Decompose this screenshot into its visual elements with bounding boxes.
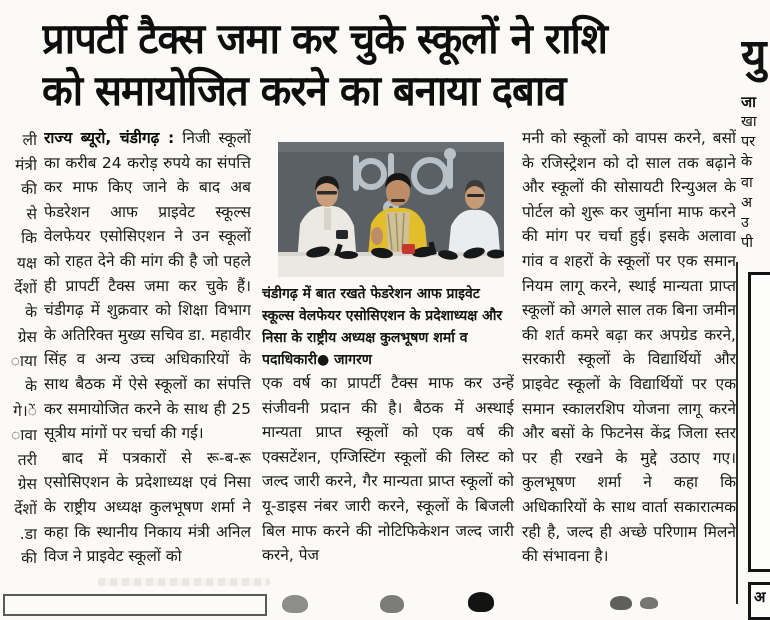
cutoff-photo-head — [380, 595, 404, 613]
left-fragment: के — [25, 376, 37, 395]
photo-caption — [262, 283, 514, 371]
left-fragment: र्देशों — [14, 278, 37, 297]
left-fragment: की — [21, 180, 37, 199]
left-fragment: की — [21, 549, 37, 568]
byline: राज्य ब्यूरो, चंडीगढ़ : — [44, 129, 175, 147]
article-headline — [42, 12, 742, 122]
right-fragment: वा — [741, 174, 753, 191]
adjacent-byline-fragment: जा — [741, 93, 757, 111]
scan-bleed-text — [98, 578, 270, 586]
photo-caption-text: चंडीगढ़ में बात रखते फेडरेशन आफ प्राइवेट स्कूल्स वेलफेयर एसोसिएशन के प्रदेशाध्यक्ष और निसा के राष्ट्रीय अध्यक्ष कुलभूषण शर्मा व पदाधिकारी — [262, 286, 503, 368]
cutoff-photo-head — [610, 596, 632, 610]
left-fragment: ेंगे। — [13, 401, 37, 420]
paragraph-1-text: निजी स्कूलों का करीब 24 करोड़ रुपये का संपत्ति कर माफ किए जाने के बाद अब फेडरेशन आफ प्राइवेट स्कूल्स वेलफेयर एसोसिएशन ने उन स्कूलों को राहत देने की मांग की है जो पहले ही प्रापर्टी टैक्स जमा कर चुके हैं। चंडीगढ़ में शुक्रवार को शिक्षा विभाग के अतिरिक्त मुख्य सचिव डा. महावीर सिंह व अन्य उच्च अधिकारियों के साथ बैठक में ऐसे स्कूलों का संपत्ति कर समायोजित करने के साथ ही 25 सूत्रीय मांगों पर चर्चा की गई। — [44, 129, 251, 443]
left-fragment: के — [25, 303, 37, 322]
left-fragment: तरी — [17, 450, 37, 469]
right-fragment: पर — [741, 134, 756, 151]
left-fragment: से — [26, 204, 37, 223]
article-column-2 — [262, 126, 514, 594]
left-fragment: ग्रेस — [17, 475, 37, 494]
left-fragment: यक्ष — [16, 253, 37, 272]
left-fragment: डा. — [19, 524, 37, 543]
photo-credit: ● जागरण — [316, 352, 372, 368]
right-edge-advert-box — [748, 272, 770, 572]
right-fragment: अ — [741, 194, 753, 211]
cutoff-photo-head — [468, 592, 494, 612]
article-paragraph-3: एक वर्ष का प्रापर्टी टैक्स माफ कर उन्हें संजीवनी प्रदान की है। बैठक में अस्थाई मान्यता प्राप्त स्कूलों को एक वर्ष की एक्सटेंशन, एग्जिस्टिंग स्कूलों की लिस्ट को जल्द जारी करने, गैर मान्यता प्राप्त स्कूलों को यू-डाइस नंबर जारी करने, स्कूलों के बिजली बिल माफ करने की नोटिफिकेशन जल्द जारी करने, पेज — [262, 374, 514, 565]
left-fragment: ली — [22, 131, 37, 149]
cutoff-photo-head — [282, 595, 308, 613]
adjacent-headline-fragment: यु — [741, 30, 767, 81]
red-microphone — [402, 244, 415, 254]
column-separator-rule — [736, 262, 738, 604]
cutoff-photo-head — [640, 597, 658, 609]
box-glyph: अ — [754, 588, 766, 606]
right-edge-lower-box — [748, 582, 770, 620]
article-paragraph-2: बाद में पत्रकारों से रू-ब-रू एसोसिएशन के प्रदेशाध्यक्ष एवं निसा के राष्ट्रीय अध्यक्ष कुलभूषण शर्मा ने कहा कि स्थानीय निकाय मंत्री अनिल विज ने प्राइवेट स्कूलों को — [44, 448, 251, 566]
left-fragment: ावा — [11, 426, 37, 445]
left-edge-cut-column — [0, 128, 37, 590]
headline-line-1: प्रापर्टी टैक्स जमा कर चुके स्कूलों ने राशि — [42, 15, 607, 64]
headline-line-2: को समायोजित करने का बनाया दबाव — [42, 67, 566, 116]
article-column-1 — [44, 126, 251, 594]
press-conference-photo-svg — [278, 142, 504, 277]
left-fragment: ग्रेस — [17, 327, 37, 346]
left-fragment: र्देशों — [14, 499, 37, 518]
left-fragment: मंत्री — [15, 155, 37, 174]
left-fragment: ाया — [10, 352, 37, 371]
article-paragraph-1 — [44, 126, 251, 446]
right-fragment: के — [741, 154, 753, 171]
article-column-3 — [522, 126, 736, 594]
article-paragraph-4: मनी को स्कूलों को वापस करने, बसों के रजिस्ट्रेशन को दो साल तक बढ़ाने और स्कूलों की सोसायटी रिन्युअल के पोर्टल को शुरू कर जुर्माना माफ करने की मांग पर चर्चा हुई। इसके अलावा गांव व शहरों के स्कूलों पर एक समान नियम लागू करने, स्थाई मान्यता प्राप्त स्कूलों को अगले साल तक बिना जमीन की शर्त कमरे बढ़ा कर अपग्रेड करने, सरकारी स्कूलों के विद्यार्थियों और प्राइवेट स्कूलों के विद्यार्थियों पर एक समान स्कालरशिप योजना लागू करने और बसों के फिटनेस केंद्र जिला स्तर पर ही रखने के मुद्दे उठाए गए। कुलभूषण शर्मा ने कहा कि अधिकारियों के साथ वार्ता सकारात्मक रही है, जल्द ही अच्छे परिणाम मिलने की संभावना है। — [522, 129, 736, 566]
press-conference-photo — [278, 142, 504, 277]
left-fragment: कि — [21, 229, 37, 248]
right-fragment: खा — [741, 114, 757, 130]
bottom-left-box — [3, 594, 267, 616]
right-fragment: पी — [741, 235, 753, 252]
right-fragment: उ — [741, 215, 749, 232]
